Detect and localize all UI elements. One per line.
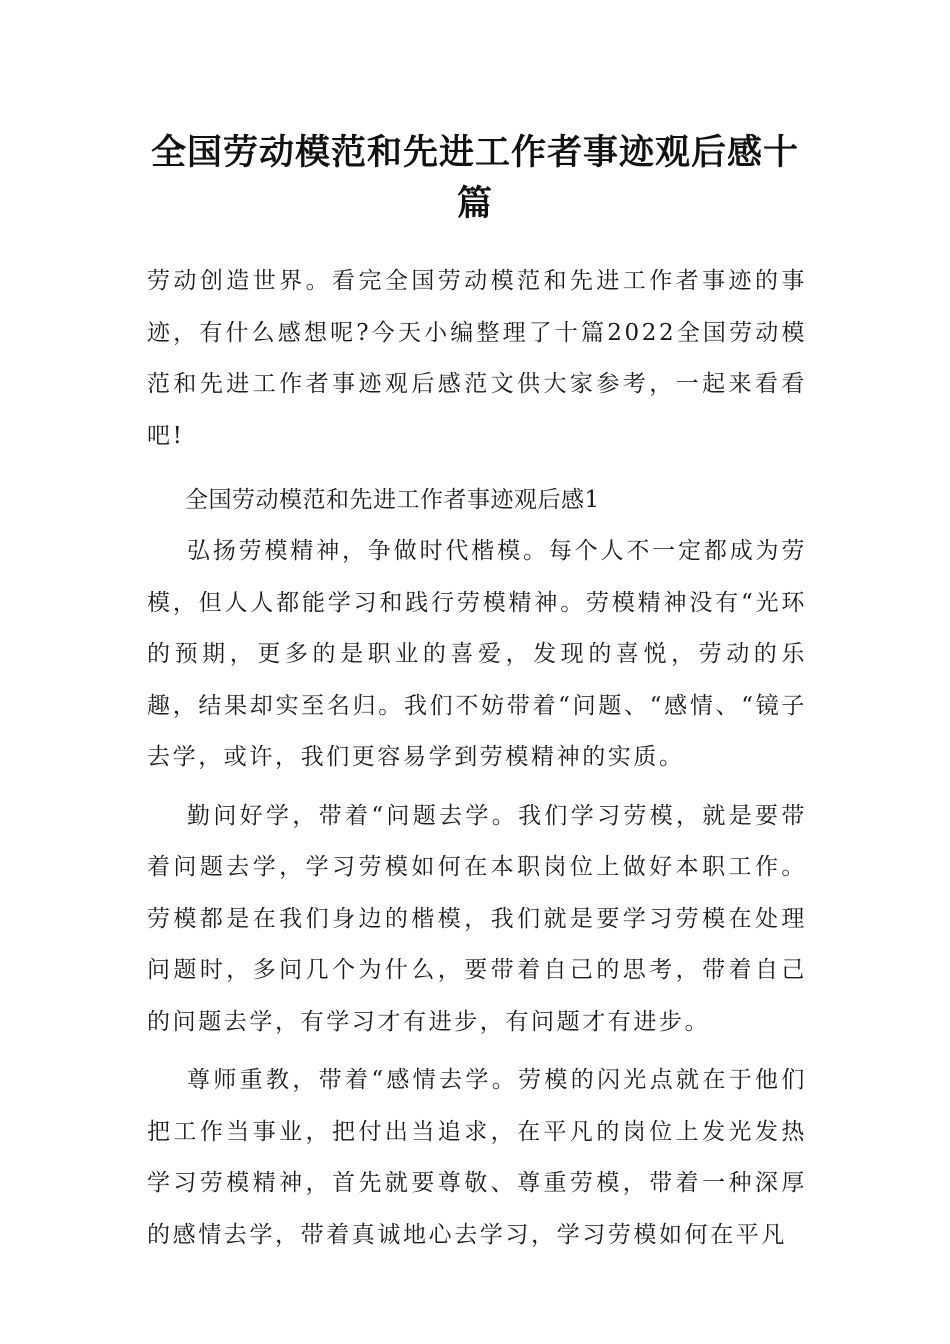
essay-paragraph-1: 弘扬劳模精神，争做时代楷模。每个人不一定都成为劳模，但人人都能学习和践行劳模精神。劳模精神没有“光环的预期，更多的是职业的喜爱，发现的喜悦，劳动的乐趣，结果却实至名归。我们不妨带着“问题、“感情、“镜子去学，或许，我们更容易学到劳模精神的实质。 [147,538,807,770]
intro-paragraph: 劳动创造世界。看完全国劳动模范和先进工作者事迹的事迹，有什么感想呢?今天小编整理了十篇2022全国劳动模范和先进工作者事迹观后感范文供大家参考，一起来看看吧! [147,268,807,449]
essay-paragraph-2: 勤问好学，带着“问题去学。我们学习劳模，就是要带着问题去学，学习劳模如何在本职岗位上做好本职工作。劳模都是在我们身边的楷模，我们就是要学习劳模在处理问题时，多问几个为什么，要带着自己的思考，带着自己的问题去学，有学习才有进步，有问题才有进步。 [147,802,807,1035]
section-heading: 全国劳动模范和先进工作者事迹观后感1 [185,487,600,513]
essay-paragraph-3: 尊师重教，带着“感情去学。劳模的闪光点就在于他们把工作当事业，把付出当追求，在平凡的岗位上发光发热学习劳模精神，首先就要尊敬、尊重劳模，带着一种深厚的感情去学，带着真诚地心去学习，学习劳模如何在平凡 [147,1067,807,1248]
document-title: 全国劳动模范和先进工作者事迹观后感十篇 [150,133,799,224]
essay-body [147,526,807,1268]
